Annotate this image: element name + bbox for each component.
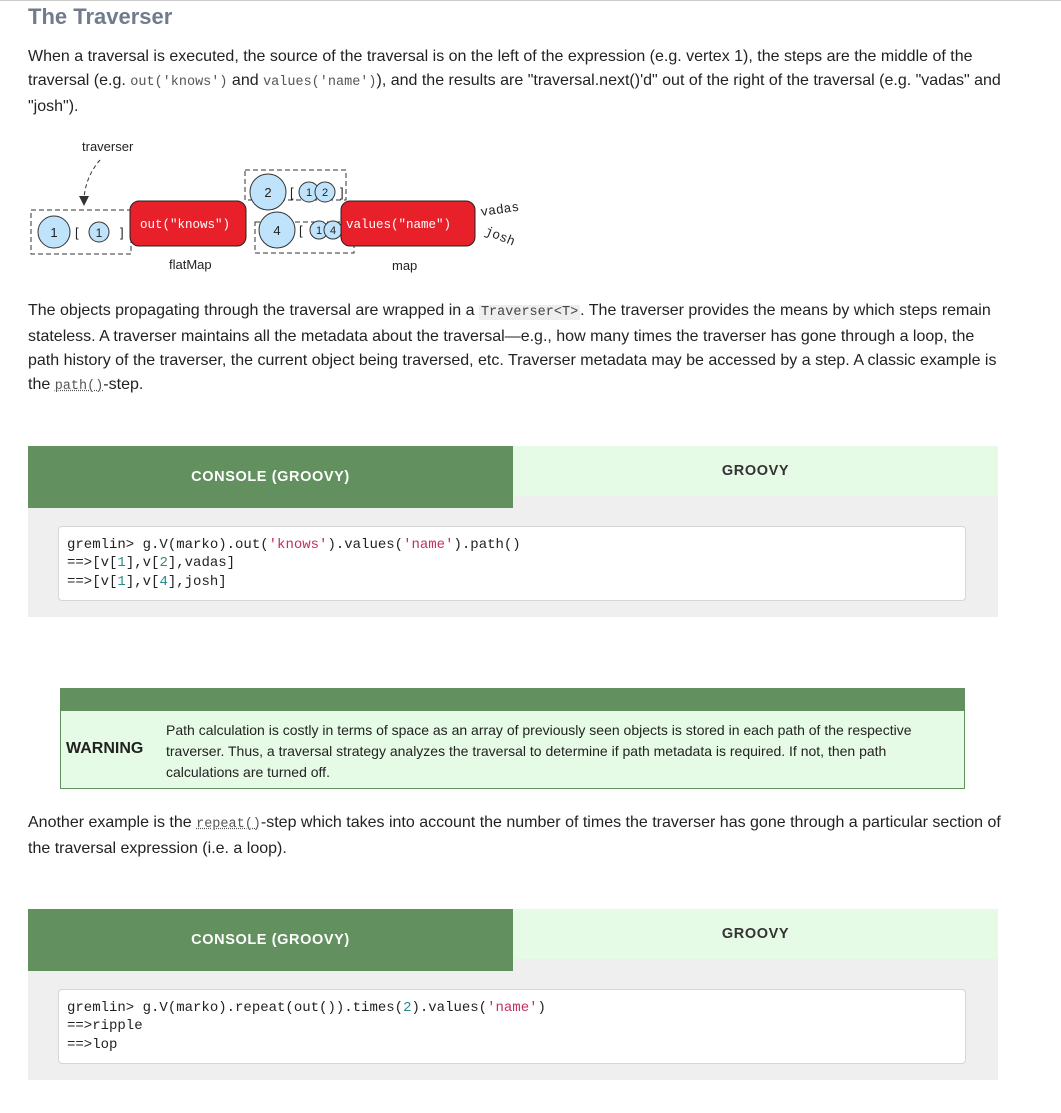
tab-console-groovy[interactable]: CONSOLE (GROOVY) bbox=[28, 446, 513, 508]
para2-text-3: -step. bbox=[103, 376, 144, 393]
para2-text-1: The objects propagating through the traversal are wrapped in a bbox=[28, 302, 479, 319]
para3-text-1: Another example is the bbox=[28, 814, 197, 831]
tab-groovy[interactable]: GROOVY bbox=[513, 446, 998, 496]
warning-header-bar bbox=[60, 688, 965, 711]
result-vadas: vadas bbox=[479, 199, 521, 220]
vertex-4-id: 4 bbox=[273, 223, 281, 238]
path-close-bracket: ] bbox=[120, 225, 124, 240]
para2-text-2: . The traverser provides the means by which steps remain stateless. A traverser maintains all the metadata about the traversal—e.g., how many times the traverser has gone through a loop, the path history of the traverser, the current object being traversed, etc. Traverser metadata may be accessed by a step. A classic example is the bbox=[28, 302, 997, 393]
code-tabs-2 bbox=[28, 909, 998, 971]
tab-console-groovy-2[interactable]: CONSOLE (GROOVY) bbox=[28, 909, 513, 971]
section-title: The Traverser bbox=[28, 4, 173, 29]
path-step-link[interactable]: path() bbox=[54, 379, 104, 394]
intro-code-out-knows: out('knows') bbox=[130, 75, 228, 90]
path-2-vertex-a-id: 1 bbox=[305, 187, 313, 199]
tab-groovy-2[interactable]: GROOVY bbox=[513, 909, 998, 959]
intro-text-1: When a traversal is executed, the source of the traversal is on the left of the expression (e.g. vertex 1), the steps are the middle of the traversal (e.g. bbox=[28, 48, 973, 89]
path-2-vertex-b-id: 2 bbox=[321, 187, 329, 199]
intro-text-2: and bbox=[227, 72, 264, 89]
code-tabs-1 bbox=[28, 446, 998, 508]
flatmap-label: flatMap bbox=[169, 257, 212, 272]
traverser-paragraph bbox=[28, 299, 1008, 399]
step-out-knows-label: out("knows") bbox=[140, 218, 231, 232]
path-4-vertex-b-id: 4 bbox=[329, 225, 337, 237]
path-4-open-bracket: [ bbox=[299, 223, 303, 238]
path-2-close-bracket: ] bbox=[340, 185, 344, 200]
result-josh: josh bbox=[482, 223, 518, 250]
path-4-vertex-a-id: 1 bbox=[315, 225, 323, 237]
traverser-arrowhead bbox=[79, 196, 89, 206]
intro-code-values-name: values('name') bbox=[263, 75, 377, 90]
traverser-arrow bbox=[84, 160, 100, 198]
para3-text-2: -step which takes into account the number of times the traverser has gone through a particular section of the traversal expression (i.e. a loop). bbox=[28, 814, 1001, 857]
step-values-name-label: values("name") bbox=[346, 218, 452, 232]
vertex-2-id: 2 bbox=[264, 185, 272, 200]
traverser-label: traverser bbox=[82, 139, 134, 154]
top-divider bbox=[0, 0, 1061, 1]
warning-admonition bbox=[60, 711, 965, 789]
warning-text: Path calculation is costly in terms of space as an array of previously seen objects is stored in each path of the respective traverser. Thus, a traversal strategy analyzes the traversal to determine if path metadata is required. If not, then path calculations are turned off. bbox=[166, 722, 912, 780]
intro-paragraph bbox=[28, 45, 1008, 119]
path-2-open-bracket: [ bbox=[290, 185, 294, 200]
path-open-bracket: [ bbox=[75, 225, 79, 240]
traverser-type-code: Traverser<T> bbox=[480, 305, 579, 320]
warning-label: WARNING bbox=[66, 740, 144, 757]
traversal-diagram bbox=[28, 136, 568, 286]
code-box-1 bbox=[58, 526, 966, 601]
code-box-2 bbox=[58, 989, 966, 1064]
path-vertex-id: 1 bbox=[95, 226, 103, 240]
code-content-1: gremlin> g.V(marko).out('knows').values('name').path() ==>[v[1],v[2],vadas] ==>[v[1],v[4],josh] bbox=[67, 537, 521, 590]
repeat-step-link[interactable]: repeat() bbox=[196, 817, 261, 832]
map-label: map bbox=[392, 258, 418, 273]
intro-text-3: ), and the results are "traversal.next()'d" out of the right of the traversal (e.g. "vadas" and "josh"). bbox=[28, 72, 1001, 115]
code-content-2: gremlin> g.V(marko).repeat(out()).times(2).values('name') ==>ripple ==>lop bbox=[67, 1000, 546, 1053]
source-vertex-id: 1 bbox=[50, 225, 58, 240]
repeat-paragraph bbox=[28, 811, 1008, 861]
